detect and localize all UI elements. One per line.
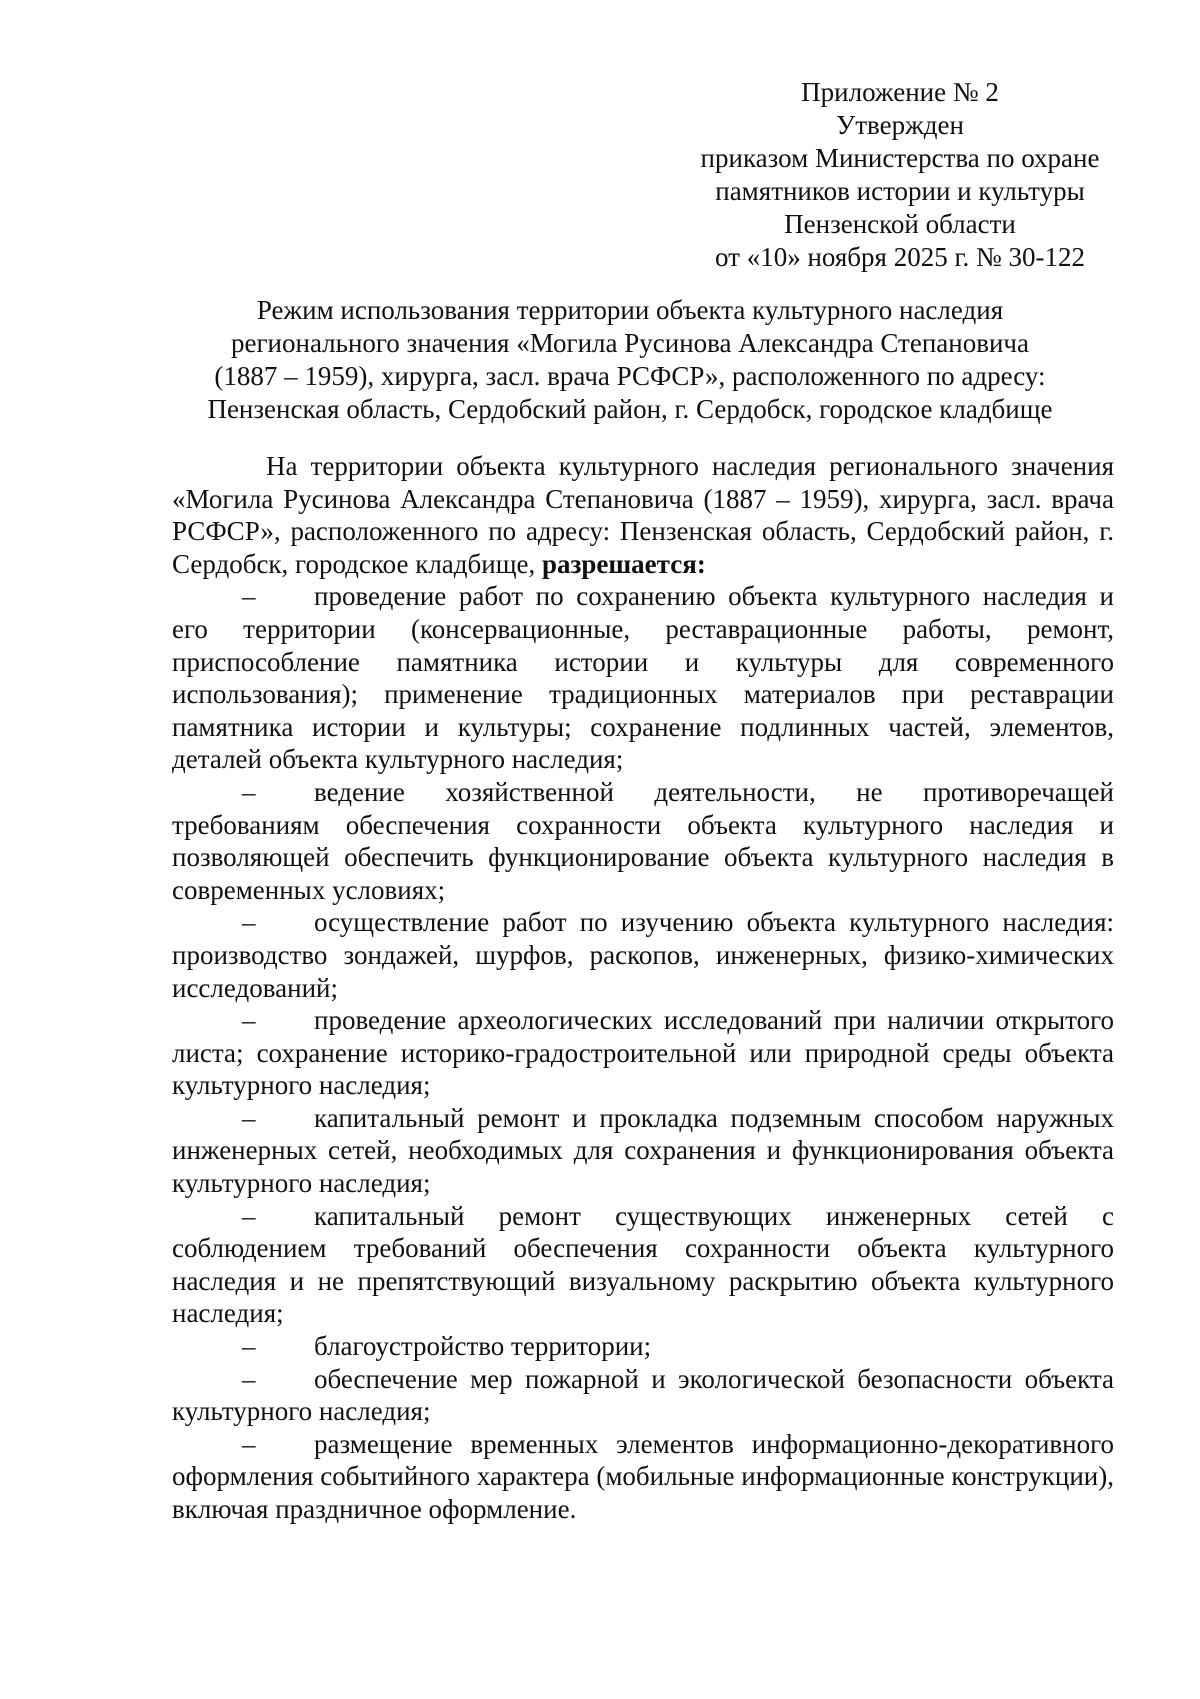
list-item: [172, 776, 1114, 906]
list-item: [172, 1330, 1114, 1363]
list-item: [172, 1102, 1114, 1200]
list-item-text: капитальный ремонт существующих инженерных сетей с соблюдением требований обеспечения сохранности объекта культурного наследия и не препятствующий визуальному раскрытию объекта культурного наследия;: [172, 1200, 1114, 1329]
permitted-activities-list: [172, 580, 1114, 1525]
title-line: Режим использования территории объекта культурного наследия: [256, 295, 1004, 325]
dash-bullet: –: [242, 907, 256, 938]
list-item-text: размещение временных элементов информационно-декоративного оформления событийного характера (мобильные информационные конструкции), включая праздничное оформление.: [172, 1428, 1114, 1524]
appendix-number: Приложение № 2: [801, 77, 999, 107]
list-item-text: проведение археологических исследований при наличии открытого листа; сохранение историко-градостроительной или природной среды объекта культурного наследия;: [172, 1005, 1114, 1101]
title-line: регионального значения «Могила Русинова Александра Степановича: [230, 328, 1029, 358]
dash-bullet: –: [242, 776, 256, 807]
list-item-text: ведение хозяйственной деятельности, не противоречащей требованиям обеспечения сохранности объекта культурного наследия и позволяющей обеспечить функционирование объекта культурного наследия в современных условиях;: [172, 776, 1114, 905]
approval-order-line: приказом Министерства по охране: [700, 143, 1100, 173]
list-item-text: капитальный ремонт и прокладка подземным способом наружных инженерных сетей, необходимых для сохранения и функционирования объекта культурного наследия;: [172, 1102, 1114, 1199]
approval-date-number: от «10» ноября 2025 г. № 30-122: [715, 242, 1085, 272]
intro-text: На территории объекта культурного наследия регионального значения «Могила Русинова Александра Степановича (1887 – 1959), хирурга, засл. врача РСФСР», расположенного по адресу: Пензенская область, Сердобский район, г. Сердобск, городское кладбище,: [172, 451, 1114, 579]
dash-bullet: –: [242, 581, 256, 612]
approval-ministry-line: памятников истории и культуры: [715, 176, 1085, 206]
title-line: Пензенская область, Сердобский район, г. Сердобск, городское кладбище: [207, 394, 1053, 424]
approved-label: Утвержден: [836, 110, 964, 140]
approval-region-line: Пензенской области: [784, 209, 1016, 239]
document-body: [172, 450, 1114, 1526]
list-item: [172, 906, 1114, 1004]
title-line: (1887 – 1959), хирурга, засл. врача РСФСР», расположенного по адресу:: [214, 361, 1046, 391]
document-title: [170, 294, 1090, 426]
list-item-text: благоустройство территории;: [314, 1331, 652, 1362]
dash-bullet: –: [242, 1363, 256, 1394]
approval-block: [650, 76, 1150, 274]
list-item: [172, 1428, 1114, 1526]
dash-bullet: –: [242, 1102, 256, 1133]
dash-bullet: –: [242, 1200, 256, 1231]
list-item: [172, 1200, 1114, 1330]
list-item-text: осуществление работ по изучению объекта культурного наследия: производство зондажей, шурфов, раскопов, инженерных, физико-химических исследований;: [172, 907, 1114, 1003]
permitted-label: разрешается:: [541, 548, 706, 579]
dash-bullet: –: [242, 1428, 256, 1459]
intro-paragraph: [172, 450, 1114, 580]
list-item: [172, 580, 1114, 776]
list-item: [172, 1004, 1114, 1102]
dash-bullet: –: [242, 1331, 256, 1362]
list-item: [172, 1363, 1114, 1428]
dash-bullet: –: [242, 1005, 256, 1036]
list-item-text: обеспечение мер пожарной и экологической безопасности объекта культурного наследия;: [172, 1363, 1114, 1427]
list-item-text: проведение работ по сохранению объекта культурного наследия и его территории (консервационные, реставрационные работы, ремонт, приспособление памятника истории и культуры для современного использования); применение традиционных материалов при реставрации памятника истории и культуры; сохранение подлинных частей, элементов, деталей объекта культурного наследия;: [172, 581, 1114, 775]
